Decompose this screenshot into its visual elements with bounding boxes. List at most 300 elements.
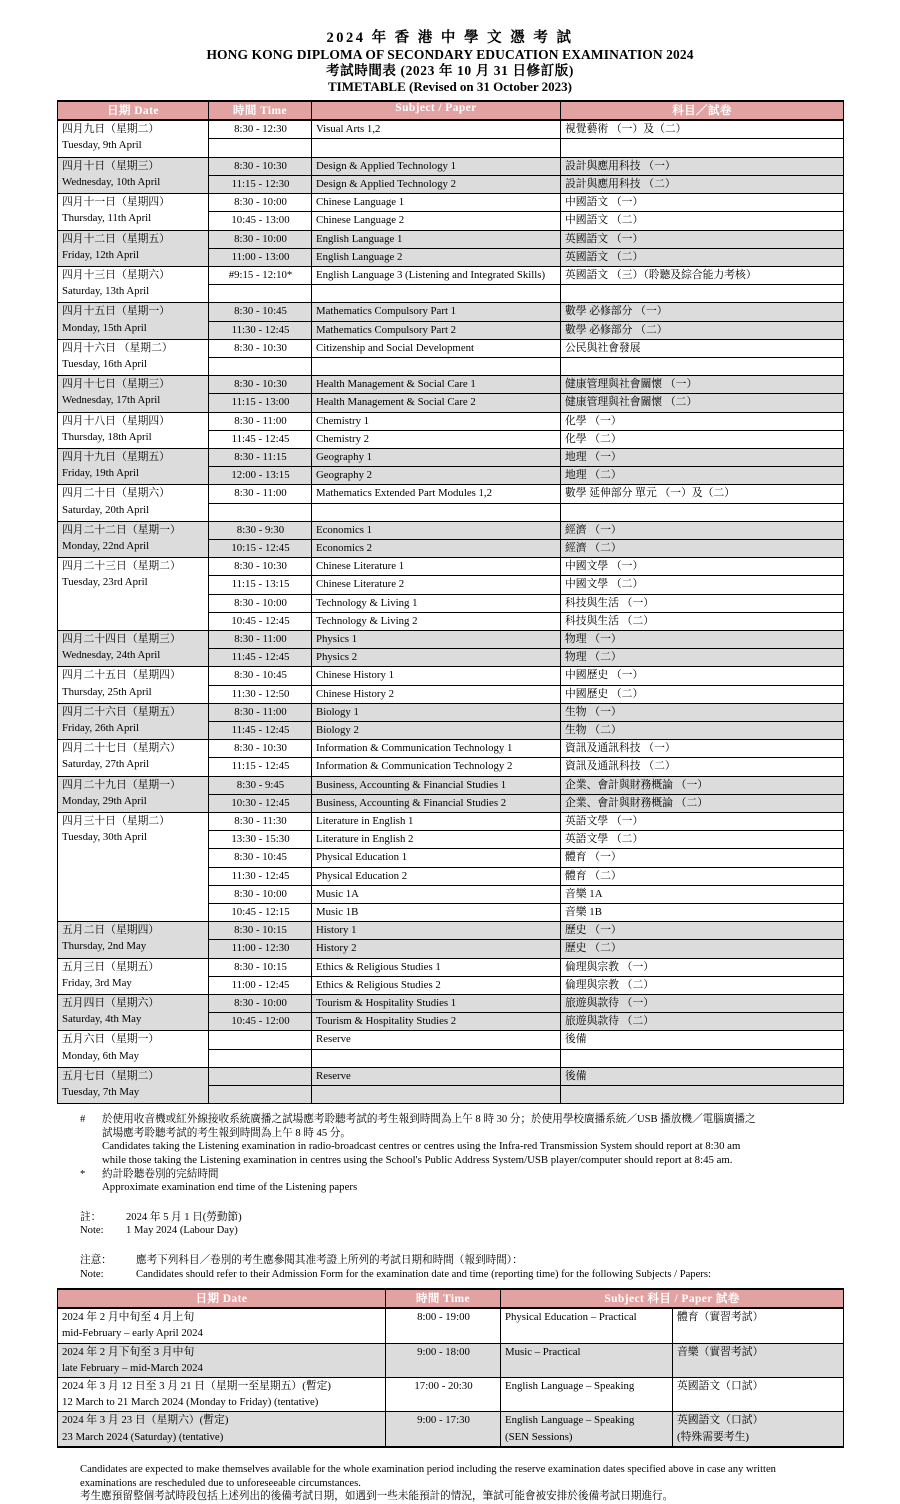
note-admission-zh	[57, 1254, 843, 1268]
cell-subject-cn-text: 英國語文 （一）	[565, 232, 644, 245]
cell-subject	[312, 958, 561, 976]
cell-subject	[312, 940, 561, 958]
closing-statement	[57, 1463, 843, 1504]
cell-time-text: 8:30 - 9:45	[236, 778, 285, 791]
cell-time-text: 11:45 - 12:45	[231, 432, 290, 445]
cell-subject-text: Chinese Language 1	[316, 196, 405, 209]
cell-time-text: 11:30 - 12:50	[231, 687, 290, 700]
cell-subject-cn	[561, 831, 844, 849]
header-time: 時間 Time	[209, 101, 312, 120]
cell-subject-cn	[561, 448, 844, 466]
cell-subject-cn	[561, 758, 844, 776]
cell-subject-cn-text: 化學 （一）	[565, 414, 622, 427]
cell-subject-text: Mathematics Compulsory Part 1	[316, 305, 457, 318]
cell-subject-cn-text: 健康管理與社會關懷 （一）	[565, 378, 698, 391]
cell-date	[58, 194, 209, 230]
cell-date	[58, 376, 209, 412]
practical-cell-subject	[501, 1308, 673, 1343]
cell-subject-cn	[561, 248, 844, 266]
date-chinese: 四月十七日（星期三）	[62, 378, 170, 391]
practical-subject-cn-line1: 英國語文（口試）	[677, 1414, 764, 1427]
cell-subject-cn	[561, 1086, 844, 1104]
cell-subject-cn	[561, 339, 844, 357]
practical-table-row	[58, 1308, 844, 1343]
cell-time-text	[209, 285, 311, 302]
practical-cell-subject	[501, 1412, 673, 1447]
cell-subject-cn-text: 中國語文 （二）	[565, 214, 644, 227]
cell-time-text: 11:00 - 13:00	[231, 250, 290, 263]
practical-header-date: 日期 Date	[58, 1289, 386, 1308]
cell-subject-text: Business, Accounting & Financial Studies 2	[316, 796, 507, 809]
practical-cell-date	[58, 1378, 386, 1412]
cell-subject-cn	[561, 667, 844, 685]
table-row	[58, 448, 844, 466]
cell-subject-cn	[561, 430, 844, 448]
cell-time	[209, 157, 312, 175]
date-english: Friday, 19th April	[62, 467, 139, 480]
cell-time	[209, 813, 312, 831]
cell-date	[58, 995, 209, 1031]
table-row	[58, 376, 844, 394]
cell-time	[209, 339, 312, 357]
date-english: Saturday, 4th May	[62, 1013, 142, 1026]
cell-subject-cn-text: 企業、會計與財務概論 （一）	[565, 778, 709, 791]
cell-subject-text: Literature in English 1	[316, 815, 414, 827]
cell-subject	[312, 448, 561, 466]
cell-date	[58, 776, 209, 812]
cell-time	[209, 740, 312, 758]
cell-time-text	[209, 358, 311, 375]
cell-time-text	[209, 504, 311, 521]
cell-time-text: 10:45 - 12:00	[231, 1015, 290, 1028]
cell-time-text	[209, 139, 311, 156]
cell-subject-cn-text: 經濟 （二）	[565, 541, 622, 554]
cell-subject-cn	[561, 285, 844, 303]
cell-subject-cn	[561, 321, 844, 339]
cell-time-text: 11:45 - 12:45	[231, 723, 290, 736]
cell-subject-text	[312, 285, 560, 302]
practical-cell-subject-cn	[673, 1412, 844, 1447]
table-row	[58, 412, 844, 430]
cell-subject-cn	[561, 576, 844, 594]
cell-subject-text: Technology & Living 2	[316, 614, 418, 627]
cell-time	[209, 976, 312, 994]
cell-time	[209, 721, 312, 739]
cell-subject	[312, 867, 561, 885]
practical-date-english: 12 March to 21 March 2024 (Monday to Friday) (tentative)	[62, 1396, 319, 1409]
cell-subject	[312, 976, 561, 994]
cell-subject-cn-text: 資訊及通訊科技 （一）	[565, 742, 676, 755]
cell-time	[209, 376, 312, 394]
cell-subject	[312, 794, 561, 812]
practical-time-text: 9:00 - 17:30	[417, 1414, 470, 1427]
cell-subject	[312, 667, 561, 685]
cell-date	[58, 558, 209, 631]
date-english: Monday, 15th April	[62, 321, 147, 334]
cell-subject-text: Economics 1	[316, 523, 373, 536]
cell-time-text: #9:15 - 12:10*	[228, 268, 293, 281]
note-labour-day-zh	[57, 1211, 843, 1225]
cell-subject-text: English Language 2	[316, 250, 403, 263]
cell-subject-cn	[561, 776, 844, 794]
practical-subject-line1: Music – Practical	[505, 1345, 581, 1358]
date-english: Monday, 29th April	[62, 794, 147, 807]
cell-time-text: 8:30 - 10:00	[234, 232, 287, 245]
note-admission-en	[57, 1268, 843, 1282]
cell-subject-cn-text: 體育 （一）	[565, 851, 622, 864]
header-date: 日期 Date	[58, 101, 209, 120]
cell-subject-cn-text	[561, 504, 843, 521]
cell-time	[209, 649, 312, 667]
cell-subject-cn-text: 生物 （二）	[565, 723, 622, 736]
cell-time-text: 8:30 - 9:30	[236, 523, 285, 536]
hash-marker: #	[80, 1114, 86, 1126]
cell-time	[209, 1067, 312, 1085]
cell-subject	[312, 266, 561, 284]
note-labour-day-en	[57, 1224, 843, 1238]
cell-subject-cn-text: 中國歷史 （二）	[565, 687, 644, 700]
cell-date	[58, 120, 209, 157]
date-chinese: 四月十九日（星期五）	[62, 450, 170, 463]
cell-subject	[312, 885, 561, 903]
practical-date-chinese: 2024 年 3 月 23 日（星期六）(暫定)	[62, 1414, 229, 1427]
cell-time-text: 8:30 - 10:00	[234, 887, 287, 900]
cell-subject	[312, 758, 561, 776]
note2-text-zh: 應考下列科目／卷別的考生應參閱其准考證上所列的考試日期和時間（報到時間）：	[136, 1255, 523, 1266]
cell-subject-cn	[561, 558, 844, 576]
date-english: Saturday, 13th April	[62, 285, 150, 298]
practical-cell-date	[58, 1308, 386, 1343]
title-english: HONG KONG DIPLOMA OF SECONDARY EDUCATION EXAMINATION 2024	[206, 47, 694, 63]
practical-table-row	[58, 1412, 844, 1447]
cell-subject-text: Chinese Language 2	[316, 214, 405, 227]
date-chinese: 五月四日（星期六）	[62, 997, 160, 1010]
cell-subject	[312, 212, 561, 230]
cell-date	[58, 630, 209, 666]
cell-subject-cn-text: 歷史 （一）	[565, 924, 622, 937]
practical-time-text: 17:00 - 20:30	[414, 1380, 473, 1392]
cell-time-text: 12:00 - 13:15	[231, 469, 290, 482]
cell-subject-text: Tourism & Hospitality Studies 1	[316, 997, 457, 1010]
cell-subject-text: Design & Applied Technology 1	[316, 159, 456, 172]
cell-time	[209, 194, 312, 212]
cell-subject-cn	[561, 612, 844, 630]
cell-subject-text: Chinese History 2	[316, 687, 394, 700]
cell-subject-text	[312, 504, 560, 521]
cell-subject-cn-text: 地理 （二）	[565, 469, 622, 482]
cell-subject-cn	[561, 904, 844, 922]
note1-label-zh: 註：	[80, 1211, 102, 1223]
practical-date-english: late February – mid-March 2024	[62, 1361, 203, 1374]
cell-time-text	[209, 1031, 311, 1048]
cell-subject-cn-text: 地理 （一）	[565, 450, 622, 463]
date-english: Thursday, 25th April	[62, 685, 152, 698]
cell-time	[209, 995, 312, 1013]
date-chinese: 四月九日（星期二）	[62, 123, 160, 136]
cell-subject	[312, 303, 561, 321]
cell-time	[209, 357, 312, 375]
cell-subject-text: Biology 2	[316, 723, 359, 736]
table-row	[58, 194, 844, 212]
cell-time-text: 8:30 - 10:30	[234, 378, 287, 391]
date-chinese: 四月十八日（星期四）	[62, 414, 170, 427]
cell-time-text: 11:15 - 13:15	[231, 578, 290, 591]
cell-subject	[312, 831, 561, 849]
cell-subject-cn	[561, 357, 844, 375]
cell-time	[209, 485, 312, 503]
subtitle-chinese: 考試時間表 (2023 年 10 月 31 日修訂版)	[326, 63, 574, 79]
cell-subject	[312, 813, 561, 831]
cell-subject-text: Health Management & Social Care 2	[316, 396, 476, 409]
table-row	[58, 485, 844, 503]
table-row	[58, 813, 844, 831]
table-row	[58, 958, 844, 976]
cell-subject-text: English Language 3 (Listening and Integrated Skills)	[316, 268, 546, 281]
practical-date-chinese: 2024 年 3 月 12 日至 3 月 21 日（星期一至星期五）(暫定)	[62, 1380, 332, 1392]
cell-subject-cn-text: 英國語文 （二）	[565, 250, 644, 263]
cell-date	[58, 485, 209, 521]
cell-subject-cn	[561, 467, 844, 485]
cell-subject-text: Reserve	[316, 1069, 351, 1082]
date-english: Monday, 22nd April	[62, 539, 150, 552]
cell-subject	[312, 630, 561, 648]
cell-time-text: 8:30 - 10:30	[234, 742, 287, 755]
cell-subject-cn	[561, 212, 844, 230]
cell-subject-cn	[561, 594, 844, 612]
cell-subject-cn-text	[561, 139, 843, 156]
practical-cell-date	[58, 1343, 386, 1377]
cell-subject	[312, 740, 561, 758]
cell-time	[209, 958, 312, 976]
cell-subject-cn-text: 英語文學 （二）	[565, 833, 644, 846]
cell-subject-cn	[561, 940, 844, 958]
cell-subject-cn	[561, 958, 844, 976]
cell-time	[209, 503, 312, 521]
cell-subject-cn	[561, 503, 844, 521]
cell-subject-cn	[561, 539, 844, 557]
date-chinese: 五月三日（星期五）	[62, 960, 160, 973]
cell-subject-text: Music 1A	[316, 887, 359, 900]
cell-subject	[312, 995, 561, 1013]
cell-subject	[312, 649, 561, 667]
footnote-hash	[57, 1113, 843, 1167]
practical-date-english: 23 March 2024 (Saturday) (tentative)	[62, 1430, 224, 1443]
cell-subject-text: Visual Arts 1,2	[316, 123, 381, 136]
cell-date	[58, 958, 209, 994]
cell-time	[209, 776, 312, 794]
cell-time	[209, 321, 312, 339]
cell-subject	[312, 612, 561, 630]
cell-time-text: 10:30 - 12:45	[231, 796, 290, 809]
date-english: Thursday, 18th April	[62, 430, 152, 443]
cell-subject	[312, 539, 561, 557]
note1-label-en: Note:	[80, 1225, 104, 1237]
cell-time-text: 11:00 - 12:30	[231, 942, 290, 955]
cell-time-text: 8:30 - 11:30	[234, 815, 287, 827]
cell-time	[209, 667, 312, 685]
cell-subject-text: Information & Communication Technology 2	[316, 760, 513, 773]
cell-time-text: 11:15 - 13:00	[231, 396, 290, 409]
cell-subject-text: Information & Communication Technology 1	[316, 742, 513, 755]
practical-cell-time	[386, 1308, 501, 1343]
practical-date-english: mid-February – early April 2024	[62, 1327, 203, 1340]
cell-subject-cn-text: 數學 延伸部分 單元 （一）及（二）	[565, 487, 736, 500]
cell-subject-text	[312, 358, 560, 375]
cell-subject-cn-text: 中國文學 （一）	[565, 560, 644, 573]
cell-subject-text: Chemistry 1	[316, 414, 370, 427]
practical-cell-subject-cn	[673, 1343, 844, 1377]
cell-time-text: 8:30 - 11:15	[234, 450, 287, 463]
practical-subject-line1: English Language – Speaking	[505, 1414, 635, 1427]
hash-zh-line1: 於使用收音機或紅外線接收系統廣播之試場應考聆聽考試的考生報到時間為上午 8 時 30 分；於使用學校廣播系統／USB 播放機／電腦廣播之	[102, 1114, 756, 1126]
cell-time-text: 13:30 - 15:30	[231, 833, 290, 846]
cell-subject-cn-text: 倫理與宗教 （一）	[565, 960, 655, 973]
cell-time	[209, 612, 312, 630]
cell-subject-text: Physical Education 1	[316, 851, 408, 864]
cell-subject-cn	[561, 303, 844, 321]
cell-subject	[312, 485, 561, 503]
cell-subject	[312, 412, 561, 430]
cell-subject-cn	[561, 485, 844, 503]
cell-date	[58, 740, 209, 776]
cell-subject-cn	[561, 139, 844, 157]
cell-date	[58, 667, 209, 703]
title-chinese: 2024 年 香 港 中 學 文 憑 考 試	[326, 30, 574, 46]
cell-subject-cn	[561, 175, 844, 193]
cell-subject-cn	[561, 1049, 844, 1067]
cell-subject-cn	[561, 157, 844, 175]
cell-subject-cn-text: 數學 必修部分 （一）	[565, 305, 668, 318]
cell-subject	[312, 558, 561, 576]
star-zh: 約計聆聽卷別的完結時間	[102, 1168, 219, 1180]
cell-subject-text: Ethics & Religious Studies 2	[316, 978, 441, 991]
cell-subject-cn	[561, 521, 844, 539]
cell-subject-cn	[561, 376, 844, 394]
date-english: Wednesday, 24th April	[62, 649, 161, 662]
cell-subject-text: Tourism & Hospitality Studies 2	[316, 1015, 457, 1028]
table-row	[58, 1067, 844, 1085]
table-row	[58, 339, 844, 357]
star-en: Approximate examination end time of the Listening papers	[102, 1181, 358, 1194]
cell-date	[58, 412, 209, 448]
cell-subject	[312, 139, 561, 157]
timetable-header-row	[58, 101, 844, 120]
cell-subject-cn-text: 歷史 （二）	[565, 942, 622, 955]
cell-subject	[312, 922, 561, 940]
cell-subject-cn	[561, 740, 844, 758]
date-chinese: 四月十五日（星期一）	[62, 305, 170, 318]
cell-subject-cn-text: 中國歷史 （一）	[565, 669, 644, 682]
cell-date	[58, 266, 209, 302]
cell-subject-text: Physics 1	[316, 632, 358, 645]
cell-date	[58, 1067, 209, 1103]
cell-subject-cn-text: 英語文學 （一）	[565, 815, 644, 827]
table-row	[58, 776, 844, 794]
cell-time	[209, 849, 312, 867]
cell-subject-cn-text: 經濟 （一）	[565, 523, 622, 536]
cell-time-text: 11:15 - 12:45	[231, 760, 290, 773]
note1-text-en: 1 May 2024 (Labour Day)	[126, 1225, 238, 1237]
cell-subject	[312, 321, 561, 339]
date-chinese: 四月十一日（星期四）	[62, 196, 170, 209]
cell-subject	[312, 1067, 561, 1085]
cell-subject-cn	[561, 995, 844, 1013]
cell-subject-text	[312, 1050, 560, 1067]
cell-time	[209, 1031, 312, 1049]
date-english: Monday, 6th May	[62, 1049, 139, 1062]
date-english: Wednesday, 10th April	[62, 175, 161, 188]
cell-time-text	[209, 1050, 311, 1067]
cell-subject-text: Citizenship and Social Development	[316, 341, 475, 354]
cell-subject	[312, 1013, 561, 1031]
practical-cell-subject-cn	[673, 1378, 844, 1412]
document-title-block	[57, 30, 843, 94]
cell-subject	[312, 120, 561, 139]
cell-date	[58, 1031, 209, 1067]
cell-subject	[312, 1086, 561, 1104]
cell-date	[58, 703, 209, 739]
cell-subject-cn-text: 生物 （一）	[565, 705, 622, 718]
practical-subject-line1: English Language – Speaking	[505, 1380, 635, 1392]
practical-table-row	[58, 1378, 844, 1412]
cell-subject-text	[312, 139, 560, 156]
cell-time	[209, 904, 312, 922]
cell-subject	[312, 376, 561, 394]
cell-subject-text: History 2	[316, 942, 357, 955]
date-chinese: 四月二十九日（星期一）	[62, 778, 181, 791]
table-row	[58, 266, 844, 284]
cell-subject-cn	[561, 1013, 844, 1031]
date-english: Tuesday, 23rd April	[62, 576, 148, 589]
table-row	[58, 995, 844, 1013]
cell-subject-cn-text: 設計與應用科技 （一）	[565, 159, 676, 172]
table-row	[58, 703, 844, 721]
table-row	[58, 521, 844, 539]
cell-subject-cn-text: 設計與應用科技 （二）	[565, 177, 676, 190]
date-chinese: 五月七日（星期二）	[62, 1069, 160, 1082]
cell-time	[209, 266, 312, 284]
note2-label-zh: 注意：	[80, 1255, 112, 1266]
cell-time	[209, 394, 312, 412]
cell-time-text: 8:30 - 10:30	[234, 341, 287, 354]
cell-subject-cn	[561, 266, 844, 284]
cell-subject-text: Chinese Literature 1	[316, 560, 405, 573]
date-english: Tuesday, 16th April	[62, 357, 147, 370]
cell-subject-text: Mathematics Extended Part Modules 1,2	[316, 487, 493, 500]
practical-header-row	[58, 1289, 844, 1308]
cell-subject-cn-text: 公民與社會發展	[565, 341, 641, 354]
date-english: Saturday, 20th April	[62, 503, 150, 516]
cell-subject-cn	[561, 849, 844, 867]
cell-time-text: 8:30 - 11:00	[234, 487, 287, 500]
table-row	[58, 630, 844, 648]
cell-time-text: 11:00 - 12:45	[231, 978, 290, 991]
cell-date	[58, 339, 209, 375]
cell-time	[209, 448, 312, 466]
cell-subject-cn	[561, 230, 844, 248]
cell-subject-cn-text: 物理 （一）	[565, 632, 622, 645]
practical-header-time: 時間 Time	[386, 1289, 501, 1308]
practical-subject-cn-line2: (特殊需要考生)	[677, 1430, 749, 1443]
cell-subject-cn-text: 數學 必修部分 （二）	[565, 323, 668, 336]
cell-date	[58, 813, 209, 922]
cell-subject-text: Health Management & Social Care 1	[316, 378, 476, 391]
cell-subject-cn-text	[561, 358, 843, 375]
cell-subject-text: Literature in English 2	[316, 833, 414, 846]
cell-subject-cn	[561, 412, 844, 430]
cell-date	[58, 303, 209, 339]
cell-subject	[312, 685, 561, 703]
